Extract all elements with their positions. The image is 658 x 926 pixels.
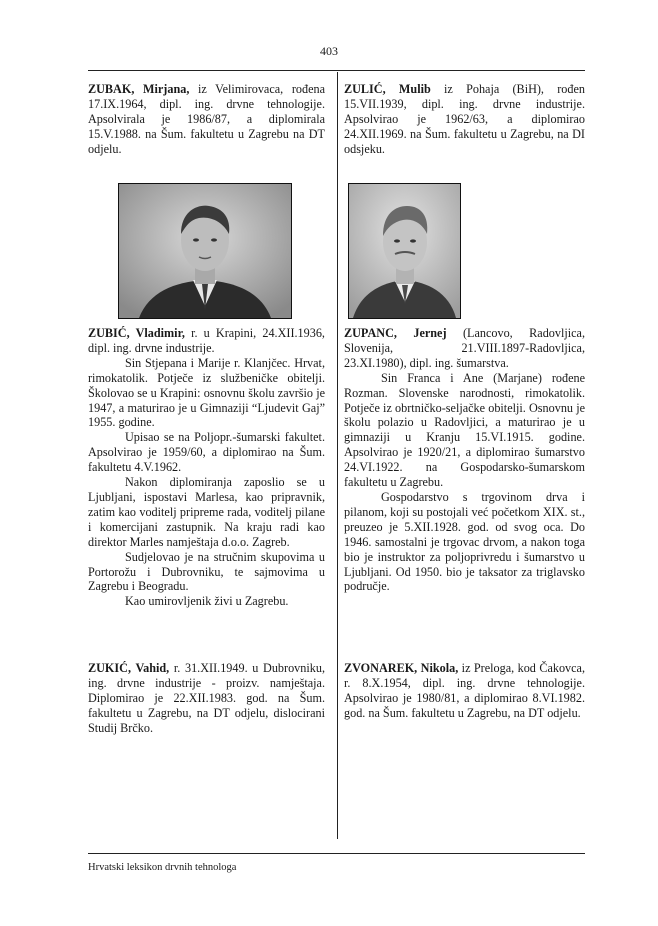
header-rule — [88, 70, 585, 71]
entry-paragraph: Sin Stjepana i Marije r. Klanjčec. Hrvat, rimokatolik. Potječe iz službeničke obitelji. Školovao se u Krapini: osnovnu školu završio je 1947, a maturirao je u Gimnaziji “Ljudevit Gaj” 1955. godine. — [88, 355, 325, 430]
entry-name: ZUBAK, Mirjana, — [88, 82, 190, 96]
entry-zukic — [88, 661, 325, 736]
entry-text: iz Pohaja (BiH), rođen 15.VII.1939, dipl. ing. drvne industrije. Apsolvirao je 1962/63, a diplomirao 24.XII.1969. na Šum. fakultetu u Zagrebu, na DI odsjeku. — [344, 82, 585, 156]
entry-name: ZULIĆ, Mulib — [344, 82, 431, 96]
entry-zubak — [88, 82, 325, 157]
entry-zupanc — [344, 326, 585, 594]
entry-name: ZUKIĆ, Vahid, — [88, 661, 170, 675]
entry-text: (Lancovo, Radovljica, Slovenija, 21.VIII.1897-Radovljica, 23.XI.1980), dipl. ing. šumarstva. — [344, 326, 585, 370]
portrait-photo-zupanc — [348, 183, 461, 319]
entry-name: ZUPANC, Jernej — [344, 326, 447, 340]
entry-zubic — [88, 326, 325, 609]
entry-text: r. u Krapini, 24.XII.1936, dipl. ing. drvne industrije. — [88, 326, 325, 355]
footer-title: Hrvatski leksikon drvnih tehnologa — [88, 862, 237, 873]
entry-paragraph: Gospodarstvo s trgovinom drva i pilanom, koji su postojali već početkom XIX. st., preuzeo je 5.XII.1928. god. od svog oca. Do 1946. samostalni je trgovac drvom, a nakon toga bio je instruktor za poljoprivredu i šumarstvo u Ljubljani. Od 1950. bio je taksator za triglavsko područje. — [344, 489, 585, 594]
page-number: 403 — [320, 44, 338, 58]
footer-rule — [88, 853, 585, 854]
entry-name: ZVONAREK, Nikola, — [344, 661, 459, 675]
portrait-photo-zubic — [118, 183, 292, 319]
entry-text: iz Velimirovaca, rođena 17.IX.1964, dipl. ing. drvne tehnologije. Apsolvirala je 1986/87, a diplomirala 15.V.1988. na Šum. fakultetu u Zagrebu na DT odjelu. — [88, 82, 325, 156]
entry-zvonarek — [344, 661, 585, 721]
entry-zulic — [344, 82, 585, 157]
entry-text: r. 31.XII.1949. u Dubrovniku, ing. drvne industrije - proizv. namještaja. Diplomirao je 22.XII.1983. god. na Šum. fakultetu u Zagrebu, na DT odjelu, dislocirani Studij Brčko. — [88, 661, 325, 735]
entry-text: iz Preloga, kod Čakovca, r. 8.X.1954, dipl. ing. drvne tehnologije. Apsolvirao je 1980/81, a diplomirao 8.VI.1982. god. na Šum. fakultetu u Zagrebu, na DT odjelu. — [344, 661, 586, 720]
entry-paragraph: Upisao se na Poljopr.-šumarski fakultet. Apsolvirao je 1959/60, a diplomirao na Šum. fakultetu 4.V.1962. — [88, 430, 325, 475]
entry-paragraph: Kao umirovljenik živi u Zagrebu. — [125, 594, 289, 609]
entry-paragraph: Sudjelovao je na stručnim skupovima u Portorožu i Dubrovniku, te sajmovima u Zagrebu i Beogradu. — [88, 549, 325, 594]
entry-paragraph: Sin Franca i Ane (Marjane) rođene Rozman. Slovenske narodnosti, rimokatolik. Potječe iz obrtničko-seljačke obitelji. Osnovnu je školu polazio u Radovljici, a maturirao je u gimnaziji u Kranju 15.VI.1915. godine. Apsolvirao je 1920/21, a diplomirao šumarstvo 24.VI.1922. na Gospodarsko-šumarskom fakultetu u Zagrebu. — [344, 370, 585, 490]
entry-paragraph: Nakon diplomiranja zaposlio se u Ljubljani, ispostavi Marlesa, kao pripravnik, zatim kao voditelj pripreme rada, voditelj pilane i komercijani zastupnik. Na kraju radi kao direktor Marles namještaja d.o.o. Zagreb. — [88, 475, 325, 549]
entry-name: ZUBIĆ, Vladimir, — [88, 326, 185, 340]
column-divider — [337, 72, 338, 839]
